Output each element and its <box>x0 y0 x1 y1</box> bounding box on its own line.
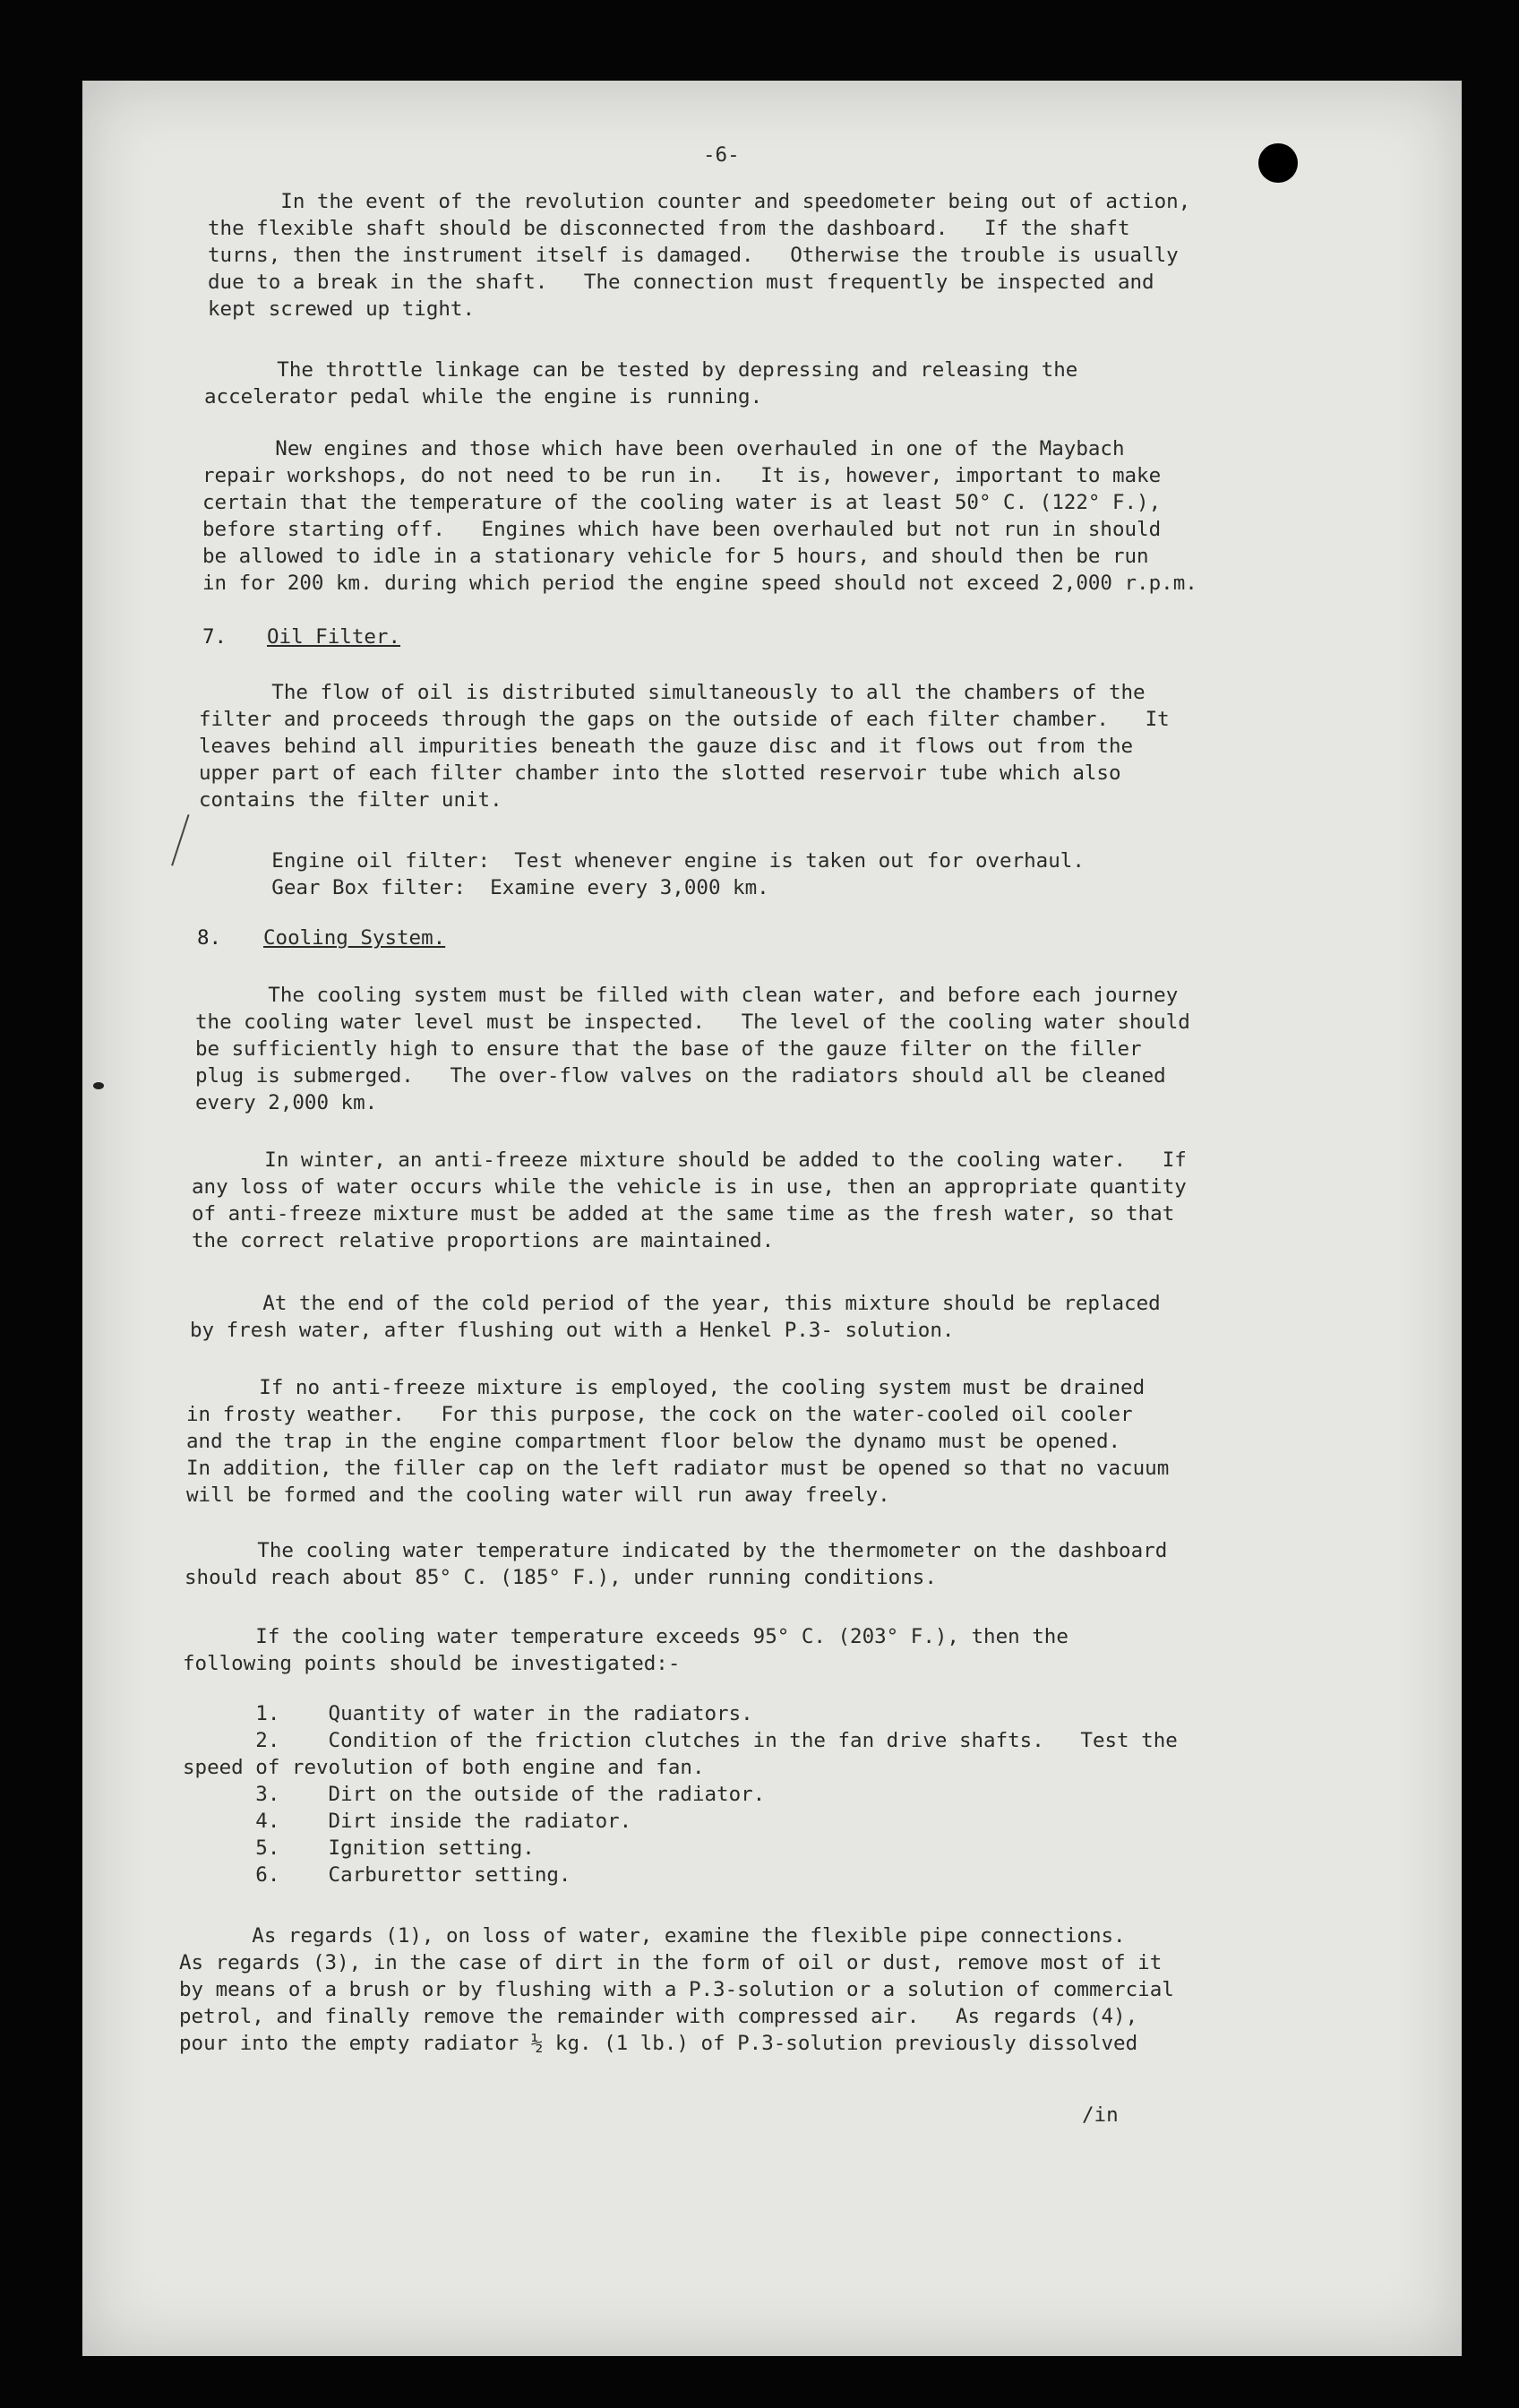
text-line: leaves behind all impurities beneath the gauze disc and it flows out from the <box>199 735 1134 758</box>
list-item: 2. Condition of the friction clutches in the fan drive shafts. Test the <box>183 1729 1178 1752</box>
text-line: If the cooling water temperature exceeds 95° C. (203° F.), then the <box>183 1625 1068 1648</box>
list-item: 1. Quantity of water in the radiators. <box>183 1702 753 1725</box>
section-title: Cooling System. <box>263 926 446 950</box>
text-line: the correct relative proportions are maintained. <box>192 1229 775 1252</box>
section-title: Oil Filter. <box>267 625 401 649</box>
text-line: any loss of water occurs while the vehicle is in use, then an appropriate quantity <box>192 1175 1187 1199</box>
text-line: The flow of oil is distributed simultaneously to all the chambers of the <box>199 681 1146 704</box>
text-line: In the event of the revolution counter and speedometer being out of action, <box>208 190 1191 213</box>
text-line: certain that the temperature of the cooling water is at least 50° C. (122° F.), <box>202 491 1162 514</box>
text-line: In addition, the filler cap on the left radiator must be opened so that no vacuum <box>186 1457 1170 1480</box>
text-line: The throttle linkage can be tested by depressing and releasing the <box>204 358 1078 382</box>
text-line: be sufficiently high to ensure that the base of the gauze filter on the filler <box>195 1037 1142 1061</box>
continuation-catchword: /in <box>1082 2103 1119 2127</box>
text-line: filter and proceeds through the gaps on the outside of each filter chamber. It <box>199 708 1170 731</box>
section-number: 8. <box>197 926 222 950</box>
text-line: pour into the empty radiator ½ kg. (1 lb.) of P.3-solution previously dissolved <box>179 2032 1138 2055</box>
text-line: following points should be investigated:- <box>183 1652 681 1675</box>
page-number: -6- <box>703 143 740 167</box>
text-line: At the end of the cold period of the year, this mixture should be replaced <box>190 1292 1161 1315</box>
text-line: due to a break in the shaft. The connection must frequently be inspected and <box>208 271 1154 294</box>
margin-ink-dot <box>93 1082 104 1089</box>
text-line: repair workshops, do not need to be run in. It is, however, important to make <box>202 464 1162 487</box>
text-line: contains the filter unit. <box>199 788 502 812</box>
text-line: the cooling water level must be inspected. The level of the cooling water should <box>195 1010 1190 1034</box>
list-item: 5. Ignition setting. <box>183 1836 535 1860</box>
text-line: As regards (3), in the case of dirt in the form of oil or dust, remove most of it <box>179 1951 1163 1974</box>
punch-hole <box>1258 143 1298 183</box>
text-line: Gear Box filter: Examine every 3,000 km. <box>199 876 769 899</box>
list-item: speed of revolution of both engine and fan. <box>183 1756 705 1779</box>
text-line: every 2,000 km. <box>195 1091 378 1114</box>
text-line: accelerator pedal while the engine is running. <box>204 385 763 408</box>
text-line: New engines and those which have been overhauled in one of the Maybach <box>202 437 1125 460</box>
list-item: 4. Dirt inside the radiator. <box>183 1810 632 1833</box>
list-item: 3. Dirt on the outside of the radiator. <box>183 1783 766 1806</box>
text-line: be allowed to idle in a stationary vehicle for 5 hours, and should then be run <box>202 545 1149 568</box>
text-line: will be formed and the cooling water will run away freely. <box>186 1484 890 1507</box>
text-line: In winter, an anti-freeze mixture should be added to the cooling water. If <box>192 1148 1187 1172</box>
text-line: The cooling water temperature indicated by the thermometer on the dashboard <box>185 1539 1168 1562</box>
text-line: plug is submerged. The over-flow valves on the radiators should all be cleaned <box>195 1064 1166 1088</box>
text-line: of anti-freeze mixture must be added at the same time as the fresh water, so that <box>192 1202 1175 1226</box>
list-item: 6. Carburettor setting. <box>183 1863 571 1887</box>
text-line: The cooling system must be filled with clean water, and before each journey <box>195 984 1179 1007</box>
text-line: by fresh water, after flushing out with a Henkel P.3- solution. <box>190 1319 955 1342</box>
text-line: petrol, and finally remove the remainder with compressed air. As regards (4), <box>179 2005 1138 2028</box>
text-line: turns, then the instrument itself is damaged. Otherwise the trouble is usually <box>208 244 1179 267</box>
text-line: If no anti-freeze mixture is employed, the cooling system must be drained <box>186 1376 1146 1399</box>
text-line: kept screwed up tight. <box>208 297 476 321</box>
text-line: should reach about 85° C. (185° F.), under running conditions. <box>185 1566 937 1589</box>
text-line: upper part of each filter chamber into the slotted reservoir tube which also <box>199 761 1121 785</box>
section-number: 7. <box>202 625 227 649</box>
text-line: in frosty weather. For this purpose, the cock on the water-cooled oil cooler <box>186 1403 1133 1426</box>
text-line: before starting off. Engines which have been overhauled but not run in should <box>202 518 1162 541</box>
text-line: Engine oil filter: Test whenever engine is taken out for overhaul. <box>199 849 1085 873</box>
text-line: in for 200 km. during which period the engine speed should not exceed 2,000 r.p.m. <box>202 572 1197 595</box>
text-line: by means of a brush or by flushing with a P.3-solution or a solution of commercial <box>179 1978 1174 2001</box>
text-line: and the trap in the engine compartment floor below the dynamo must be opened. <box>186 1430 1121 1453</box>
text-line: the flexible shaft should be disconnected from the dashboard. If the shaft <box>208 217 1130 240</box>
text-line: As regards (1), on loss of water, examine the flexible pipe connections. <box>179 1924 1126 1948</box>
